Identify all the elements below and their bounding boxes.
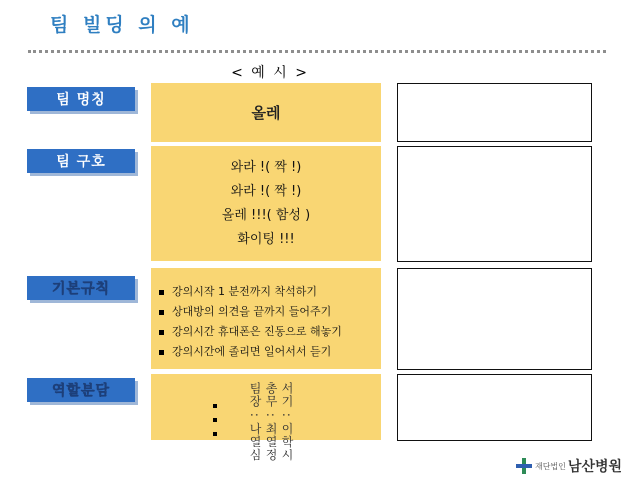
ground-rules-panel — [151, 268, 381, 369]
logo-name: 남산병원 — [567, 459, 623, 475]
rule-item: 강의시간에 졸리면 일어서서 듣기 — [159, 342, 375, 362]
bullet-icon — [159, 290, 164, 295]
bullet-icon — [159, 330, 164, 335]
team-name-label: 팀 명칭 — [27, 87, 135, 111]
page-title: 팀 빌딩 의 예 — [50, 14, 194, 36]
cross-logo-icon — [516, 458, 532, 474]
role-item: 팀장 : 나열심 — [248, 382, 262, 462]
team-name-blank-box — [397, 83, 592, 142]
bullet-icon — [213, 404, 217, 408]
bullet-icon — [213, 432, 217, 436]
ground-rules-label: 기본규칙 — [27, 276, 135, 300]
roles-panel — [151, 374, 381, 462]
team-name-panel — [151, 83, 381, 142]
ground-rules-blank-box — [397, 268, 592, 370]
role-item: 서기 : 이학시 — [280, 382, 294, 462]
slogan-line: 와라 !( 짝 !) — [230, 159, 302, 175]
bullet-icon — [159, 350, 164, 355]
slogan-line: 와라 !( 짝 !) — [230, 183, 302, 199]
roles-label: 역할분담 — [27, 378, 135, 402]
rule-item: 강의시간 휴대폰은 진동으로 해놓기 — [159, 322, 375, 342]
bullet-icon — [159, 310, 164, 315]
team-slogan-label: 팀 구호 — [27, 149, 135, 173]
rule-item: 강의시작 1 분전까지 착석하기 — [159, 282, 375, 302]
roles-blank-box — [397, 374, 592, 441]
rule-item: 상대방의 의견을 끝까지 들어주기 — [159, 302, 375, 322]
slogan-line: 올레 !!!( 함성 ) — [221, 207, 311, 223]
team-name-value: 올레 — [251, 104, 281, 122]
logo-subtitle: 재단법인 — [535, 461, 566, 471]
role-item: 총무 : 최열정 — [264, 382, 278, 462]
team-slogan-blank-box — [397, 146, 592, 262]
dotted-divider — [28, 50, 606, 53]
example-label: < 예 시 > — [231, 65, 309, 81]
slogan-line: 화이팅 !!! — [237, 231, 295, 247]
hospital-logo — [516, 456, 622, 476]
team-slogan-panel — [151, 146, 381, 261]
bullet-icon — [213, 418, 217, 422]
